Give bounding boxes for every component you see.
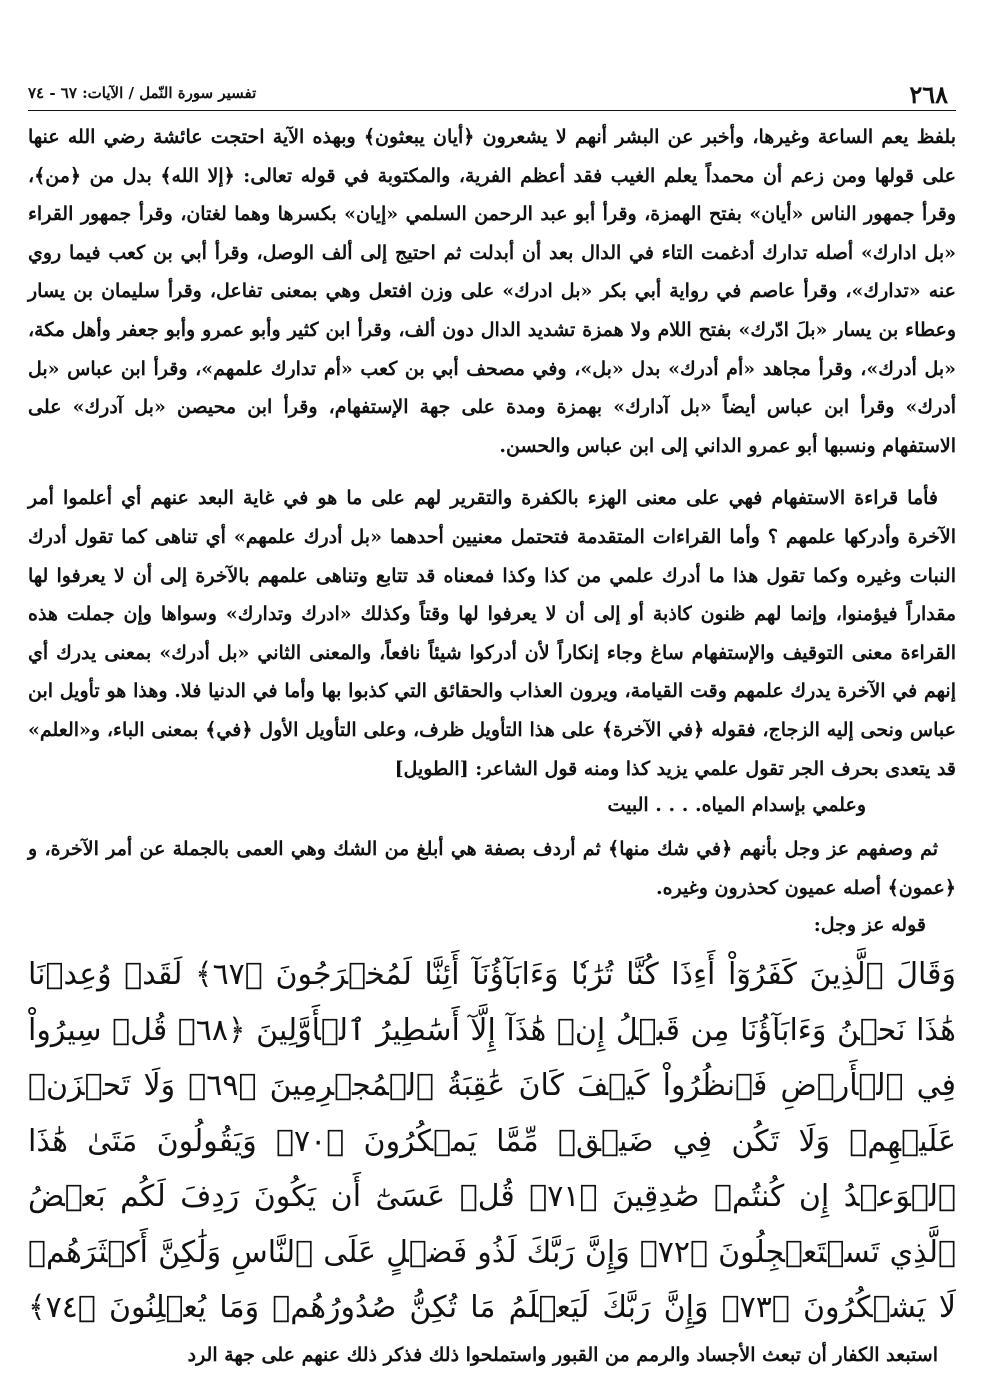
paragraph-3: ثم وصفهم عز وجل بأنهم ﴿في شك منها﴾ ثم أردف بصفة هي أبلغ من الشك وهي العمى بالجملة عن أمر الآخرة، و ﴿عمون﴾ أصله عميون كحذرون وغيره. [28, 838, 956, 899]
paragraph-1: بلفظ يعم الساعة وغيرها، وأخبر عن البشر أنهم لا يشعرون ﴿أيان يبعثون﴾ وبهذه الآية احتجت عائشة رضي الله عنها على قولها ومن زعم أن محمداً يعلم الغيب فقد أعظم الفرية، والمكتوبة في قوله تعالى: ﴿إلا الله﴾ بدل من ﴿من﴾، وقرأ جمهور الناس «أيان» بفتح الهمزة، وقرأ أبو عبد الرحمن السلمي «إيان» بكسرها وهما لغتان، وقرأ جمهور القراء «بل ادارك» أصله تدارك أدغمت التاء في الدال بعد أن أبدلت ثم احتيج إلى ألف الوصل، وقرأ أبي بن كعب فيما روي عنه «تدارك»، وقرأ عاصم في رواية أبي بكر «بل ادرك» على وزن افتعل وهي بمعنى تفاعل، وقرأ سليمان بن يسار وعطاء بن يسار «بلَ ادّرك» بفتح اللام ولا همزة تشديد الدال دون ألف، وقرأ ابن كثير وأبو عمرو وأبو جعفر وأهل مكة، «بل أدرك»، وقرأ مجاهد «أم أدرك» بدل «بل»، وفي مصحف أبي بن كعب «أم تدارك علمهم»، وقرأ ابن عباس «بل أدرك» وقرأ ابن عباس أيضاً «بل آدارك» بهمزة ومدة على جهة الإستفهام، وقرأ ابن محيصن «بل آدرك» على الاستفهام ونسبها أبو عمرو الداني إلى ابن عباس والحسن. [28, 126, 956, 457]
paragraph-2: فأما قراءة الاستفهام فهي على معنى الهزء بالكفرة والتقرير لهم على ما هو في غاية البعد عنهم أي أعلموا أمر الآخرة وأدركها علمهم ؟ وأما القراءات المتقدمة فتحتمل معنيين أحدهما «بل أدرك علمهم» أي تناهى كما تقول أدرك النبات وغيره وكما تقول هذا ما أدرك علمي من كذا وكذا فمعناه قد تتابع وتناهى علمهم بالآخرة إلى أن لا يعرفوا لها مقداراً فيؤمنوا، وإنما لهم ظنون كاذبة أو إلى أن لا يعرفوا لها وقتاً وكذلك «ادرك وتدارك» وسواها وإن جملت هذه القراءة معنى التوقيف والإستفهام ساغ وجاء إنكاراً لأن أدركوا شيئاً نافعاً، والمعنى الثاني «بل أدرك» بمعنى يدرك أي إنهم في الآخرة يدرك علمهم وقت القيامة، ويرون العذاب والحقائق التي كذبوا بها وأما في الدنيا فلا. وهذا هو تأويل ابن عباس ونحى إليه الزجاج، فقوله ﴿في الآخرة﴾ على هذا التأويل ظرف، وعلى التأويل الأول ﴿في﴾ بمعنى الباء، و«العلم» قد يتعدى بحرف الجر تقول علمي يزيد كذا ومنه قول الشاعر: [الطويل] [28, 487, 956, 780]
page-body [28, 118, 956, 1374]
quran-block: وَقَالَ ٱلَّذِينَ كَفَرُوٓاْ أَءِذَا كُنَّا تُرَٰبٗا وَءَابَآؤُنَآ أَئِنَّا لَمُخۡرَجُونَ ﴿٦٧﴾ لَقَدۡ وُعِدۡنَا هَٰذَا نَحۡنُ وَءَابَآؤُنَا مِن قَبۡلُ إِنۡ هَٰذَآ إِلَّآ أَسَٰطِيرُ ٱلۡأَوَّلِينَ ﴿٦٨﴾ قُلۡ سِيرُواْ فِي ٱلۡأَرۡضِ فَٱنظُرُواْ كَيۡفَ كَانَ عَٰقِبَةُ ٱلۡمُجۡرِمِينَ ﴿٦٩﴾ وَلَا تَحۡزَنۡ عَلَيۡهِمۡ وَلَا تَكُن فِي ضَيۡقٖ مِّمَّا يَمۡكُرُونَ ﴿٧٠﴾ وَيَقُولُونَ مَتَىٰ هَٰذَا ٱلۡوَعۡدُ إِن كُنتُمۡ صَٰدِقِينَ ﴿٧١﴾ قُلۡ عَسَىٰٓ أَن يَكُونَ رَدِفَ لَكُم بَعۡضُ ٱلَّذِي تَسۡتَعۡجِلُونَ ﴿٧٢﴾ وَإِنَّ رَبَّكَ لَذُو فَضۡلٍ عَلَى ٱلنَّاسِ وَلَٰكِنَّ أَكۡثَرَهُمۡ لَا يَشۡكُرُونَ ﴿٧٣﴾ وَإِنَّ رَبَّكَ لَيَعۡلَمُ مَا تُكِنُّ صُدُورُهُمۡ وَمَا يُعۡلِنُونَ ﴿٧٤﴾ [28, 957, 957, 1326]
page-header [28, 80, 956, 111]
running-title: تفسير سورة النّمل / الآيات: ٦٧ - ٧٤ [28, 84, 257, 102]
commentary-start: استبعد الكفار أن تبعث الأجساد والرمم من القبور واستملحوا ذلك فذكر ذلك عنهم على جهة الرد [187, 1343, 938, 1366]
quran-intro: قوله عز وجل: [813, 914, 926, 937]
poetry-verse: وعلمي بإسدام المياه. . . . البيت [607, 794, 866, 817]
page-number: ٢٦٨ [909, 80, 948, 109]
